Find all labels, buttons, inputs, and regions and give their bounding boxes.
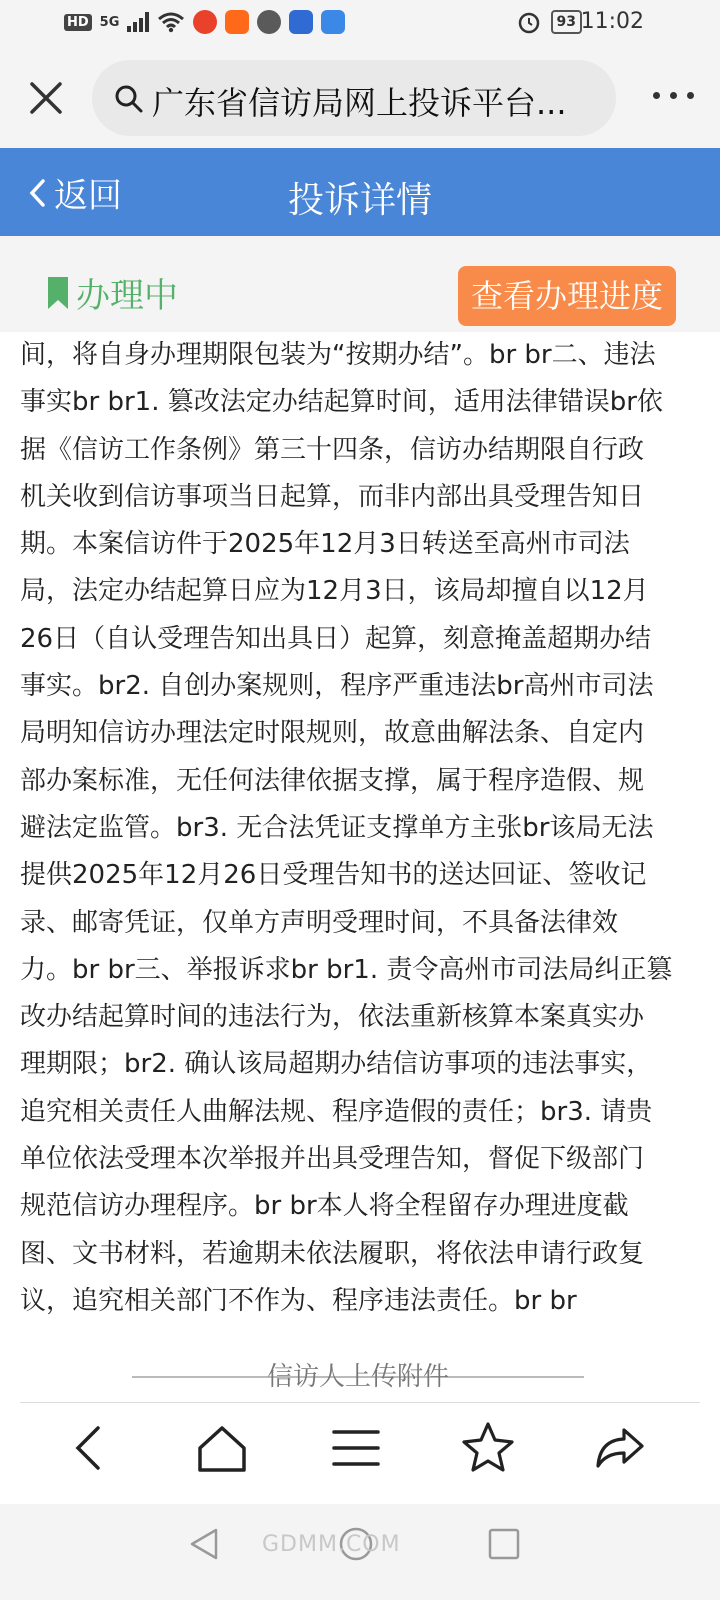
- back-button[interactable]: [28, 168, 122, 217]
- watermark: GDMM.COM: [262, 1532, 401, 1557]
- close-icon[interactable]: [28, 80, 64, 116]
- status-badge: [46, 268, 178, 317]
- signal-icon: [127, 12, 149, 32]
- system-recents-icon[interactable]: [484, 1524, 524, 1564]
- wifi-icon: [157, 11, 185, 33]
- page-title: 投诉详情: [287, 180, 432, 221]
- bookmark-icon: [46, 275, 70, 311]
- back-label: 返回: [54, 176, 122, 216]
- status-right: [517, 10, 582, 34]
- complaint-body-text: 间，将自身办理期限包装为“按期办结”。br br二、违法 事实br br1. 篡改法定办结起算时间，适用法律错误br依 据《信访工作条例》第三十四条，信访办结期限自行政 机关收到信访事项当日起算，而非内部出具受理告知日 期。本案信访件于2025年12月3日转送至高州市司法 局，法定办结起算日应为12月3日，该局却擅自以12月 26日（自认受理告知出具日）起算，刻意掩盖超期办结 事实。br2. 自创办案规则，程序严重违法br高州市司法 局明知信访办理法定时限规则，故意曲解法条、自定内 部办案标准，无任何法律依据支撑，属于程序造假、规 避法定监管。br3. 无合法凭证支撑单方主张br该局无法 提供2025年12月26日受理告知书的送达回证、签收记 录、邮寄凭证，仅单方声明受理时间，不具备法律效 力。br br三、举报诉求br br1. 责令高州市司法局纠正篡 改办结起算时间的违法行为，依法重新核算本案真实办 理期限；br2. 确认该局超期办结信访事项的违法事实， 追究相关责任人曲解法规、程序造假的责任；br3. 请贵 单位依法受理本次举报并出具受理告知，督促下级部门 规范信访办理程序。br br本人将全程留存办理进度截 图、文书材料，若逾期未依法履职，将依法申请行政复 议，追究相关部门不作为、程序违法责任。br br: [20, 340, 673, 1316]
- home-icon[interactable]: [192, 1418, 252, 1478]
- back-icon[interactable]: [60, 1418, 120, 1478]
- status-row: [0, 236, 720, 332]
- hd-badge: HD: [64, 14, 92, 31]
- view-progress-button[interactable]: 查看办理进度: [458, 266, 676, 326]
- share-icon[interactable]: [590, 1418, 650, 1478]
- alarm-icon: [517, 10, 541, 34]
- status-label: 办理中: [76, 276, 178, 316]
- system-nav-bar: [0, 1504, 720, 1600]
- chevron-left-icon: [28, 178, 46, 208]
- weibo-icon: [193, 10, 217, 34]
- taobao-icon: [225, 10, 249, 34]
- cloud-icon: [321, 10, 345, 34]
- network-type: 5G: [99, 14, 120, 30]
- battery-icon: 93: [551, 10, 582, 34]
- wechat-icon: [257, 10, 281, 34]
- bottom-separator: [20, 1402, 700, 1403]
- url-title[interactable]: 广东省信访局网上投诉平台...: [152, 84, 567, 122]
- app-icon: [289, 10, 313, 34]
- browser-bottom-nav: [0, 1404, 720, 1504]
- attachments-label: 信访人上传附件: [266, 1362, 449, 1392]
- more-icon[interactable]: [653, 92, 694, 99]
- star-icon[interactable]: [458, 1418, 518, 1478]
- clock: 11:02: [580, 9, 644, 34]
- attachments-section: [132, 1356, 584, 1396]
- browser-url-bar: [0, 48, 720, 148]
- app-header: [0, 148, 720, 236]
- system-back-icon[interactable]: [184, 1524, 224, 1564]
- status-left: [64, 10, 345, 34]
- address-bar[interactable]: [92, 60, 616, 136]
- menu-icon[interactable]: [326, 1418, 386, 1478]
- status-bar: [0, 0, 720, 48]
- search-icon: [114, 84, 144, 114]
